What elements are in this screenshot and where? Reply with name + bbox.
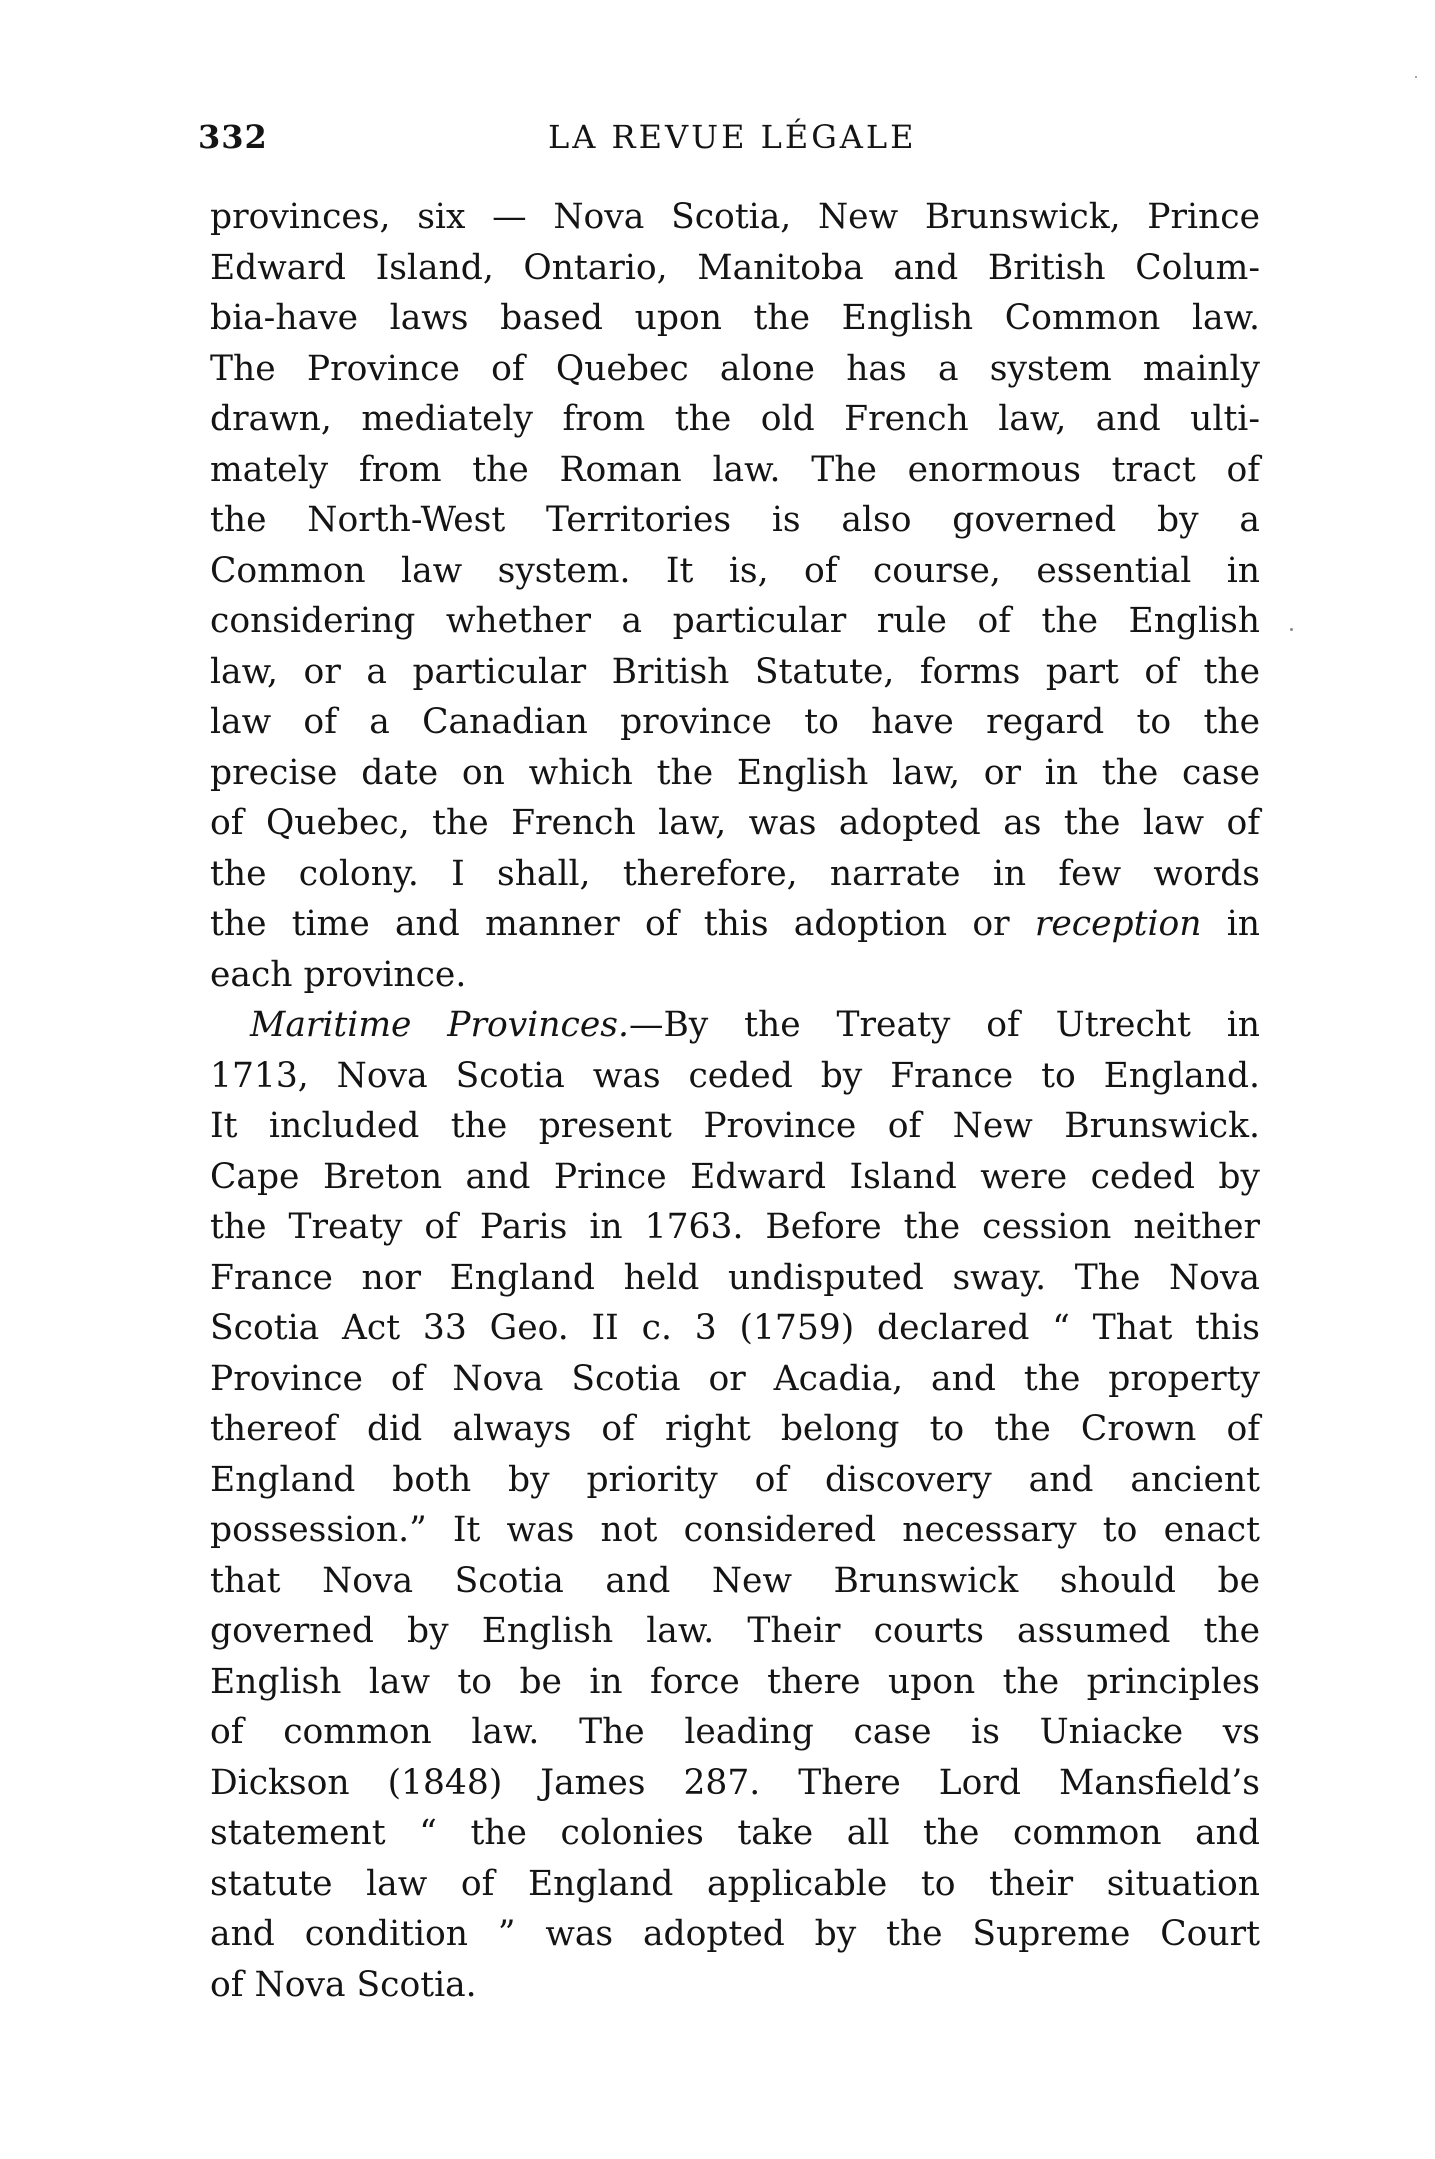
scan-speck [1415,76,1417,78]
text-line: the time and manner of this adoption or reception in [210,904,1260,944]
text-line: drawn, mediately from the old French law, and ulti- [210,399,1260,439]
scan-speck [1290,628,1293,631]
text-line: Province of Nova Scotia or Acadia, and the property [210,1358,1260,1399]
text-line: the North-West Territories is also governed by a [210,500,1260,540]
text-line: of Quebec, the French law, was adopted as the law of [210,803,1260,843]
text-line: Scotia Act 33 Geo. II c. 3 (1759) declared “ That this [210,1308,1260,1348]
journal-title: LA REVUE LÉGALE [548,118,917,156]
text-line: It included the present Province of New Brunswick. [210,1106,1260,1146]
text-line: mately from the Roman law. The enormous tract of [210,449,1260,490]
text-line: considering whether a particular rule of the English [210,601,1260,641]
text-line: The Province of Quebec alone has a system mainly [210,348,1260,389]
text-line: each province. [210,954,467,995]
text-line: 1713, Nova Scotia was ceded by France to England. [210,1055,1260,1096]
running-head [198,118,1260,168]
text-line: English law to be in force there upon the principles [210,1661,1260,1702]
text-line: statute law of England applicable to their situation [210,1863,1260,1904]
text-line: governed by English law. Their courts assumed the [210,1611,1260,1651]
text-line: of common law. The leading case is Uniacke vs [210,1712,1260,1752]
paragraph-provinces [210,192,1260,1000]
body-text [210,192,1260,2010]
text-line [210,1000,1260,1051]
text-line: thereof did always of right belong to the Crown of [210,1409,1260,1449]
text-fragment: —By the Treaty of Utrecht in [628,1005,1260,1045]
text-line: England both by priority of discovery and ancient [210,1459,1260,1500]
text-line: and condition ” was adopted by the Supreme Court [210,1914,1260,1954]
section-heading: Maritime Provinces. [250,1005,629,1045]
text-line: Dickson (1848) James 287. There Lord Mansfield’s [210,1762,1260,1803]
text-line: possession.” It was not considered necessary to enact [210,1510,1260,1550]
text-line: bia-have laws based upon the English Common law. [210,298,1260,338]
text-line: the colony. I shall, therefore, narrate in few words [210,853,1260,894]
text-line: Edward Island, Ontario, Manitoba and British Colum- [210,247,1260,288]
paragraph-maritime-provinces [210,1000,1260,2010]
text-line: France nor England held undisputed sway. The Nova [210,1257,1260,1298]
text-line: the Treaty of Paris in 1763. Before the cession neither [210,1207,1260,1247]
text-line: provinces, six — Nova Scotia, New Brunswick, Prince [210,197,1260,237]
text-line: precise date on which the English law, or in the case [210,752,1260,793]
text-line: of Nova Scotia. [210,1964,477,2005]
page-number: 332 [198,118,268,156]
text-line: law, or a particular British Statute, forms part of the [210,651,1260,692]
text-line: Cape Breton and Prince Edward Island were ceded by [210,1156,1260,1197]
text-line: statement “ the colonies take all the common and [210,1813,1260,1853]
text-line: Common law system. It is, of course, essential in [210,550,1260,591]
text-line: law of a Canadian province to have regard to the [210,702,1260,742]
text-line: that Nova Scotia and New Brunswick should be [210,1560,1260,1601]
italic-term: reception [1034,904,1202,944]
